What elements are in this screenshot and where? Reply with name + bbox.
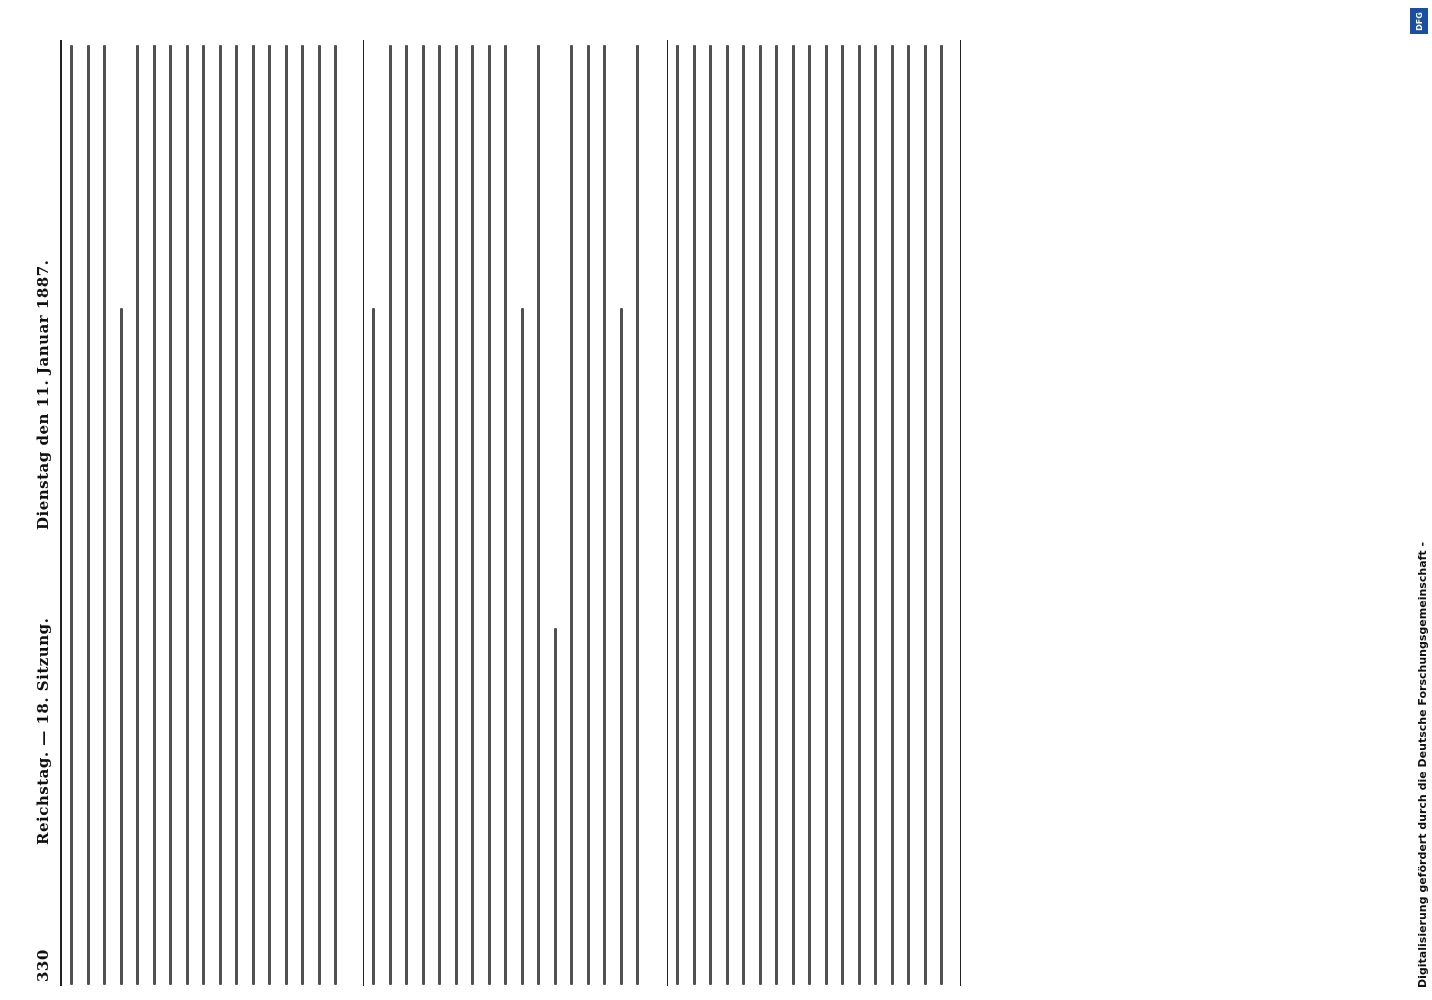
dfg-logo-icon: DFG bbox=[1410, 8, 1428, 34]
text-line bbox=[620, 308, 623, 985]
column-divider-2 bbox=[667, 40, 668, 986]
text-line bbox=[521, 308, 524, 985]
text-line bbox=[537, 45, 540, 985]
text-line bbox=[504, 45, 507, 985]
text-line bbox=[455, 45, 458, 985]
text-line bbox=[120, 308, 123, 985]
text-line bbox=[554, 628, 557, 985]
text-line bbox=[587, 45, 590, 985]
text-line bbox=[87, 45, 90, 985]
text-line bbox=[874, 45, 877, 985]
text-line bbox=[169, 45, 172, 985]
text-line bbox=[70, 45, 73, 985]
text-line bbox=[389, 45, 392, 985]
text-line bbox=[742, 45, 745, 985]
text-line bbox=[372, 308, 375, 985]
text-line bbox=[422, 45, 425, 985]
running-header-left: Reichstag. — 18. Sitzung. bbox=[34, 617, 52, 845]
text-line bbox=[907, 45, 910, 985]
text-line bbox=[570, 45, 573, 985]
text-line bbox=[153, 45, 156, 985]
text-line bbox=[726, 45, 729, 985]
text-line bbox=[301, 45, 304, 985]
page-number: 330 bbox=[34, 949, 52, 982]
header-rule bbox=[60, 40, 62, 986]
text-line bbox=[285, 45, 288, 985]
text-line bbox=[636, 45, 639, 985]
text-line bbox=[775, 45, 778, 985]
digitization-credit: Digitalisierung gefördert durch die Deutsche Forschungsgemeinschaft - bbox=[1416, 541, 1429, 988]
text-line bbox=[488, 45, 491, 985]
text-line bbox=[438, 45, 441, 985]
text-line bbox=[202, 45, 205, 985]
text-line bbox=[471, 45, 474, 985]
text-column-middle bbox=[372, 45, 662, 985]
text-line bbox=[825, 45, 828, 985]
text-line bbox=[693, 45, 696, 985]
text-line bbox=[186, 45, 189, 985]
text-line bbox=[940, 45, 943, 985]
text-line bbox=[268, 45, 271, 985]
text-line bbox=[219, 45, 222, 985]
text-line bbox=[235, 45, 238, 985]
text-line bbox=[858, 45, 861, 985]
column-divider-1 bbox=[363, 40, 364, 986]
text-line bbox=[136, 45, 139, 985]
text-line bbox=[676, 45, 679, 985]
text-line bbox=[792, 45, 795, 985]
text-line bbox=[841, 45, 844, 985]
text-line bbox=[924, 45, 927, 985]
text-line bbox=[808, 45, 811, 985]
text-line bbox=[252, 45, 255, 985]
text-line bbox=[318, 45, 321, 985]
text-line bbox=[405, 45, 408, 985]
text-line bbox=[334, 45, 337, 985]
text-line bbox=[891, 45, 894, 985]
text-line bbox=[759, 45, 762, 985]
text-column-left bbox=[70, 45, 360, 985]
text-line bbox=[103, 45, 106, 985]
text-line bbox=[709, 45, 712, 985]
text-line bbox=[603, 45, 606, 985]
text-column-right bbox=[676, 45, 966, 985]
running-header-right: Dienstag den 11. Januar 1887. bbox=[34, 259, 52, 530]
